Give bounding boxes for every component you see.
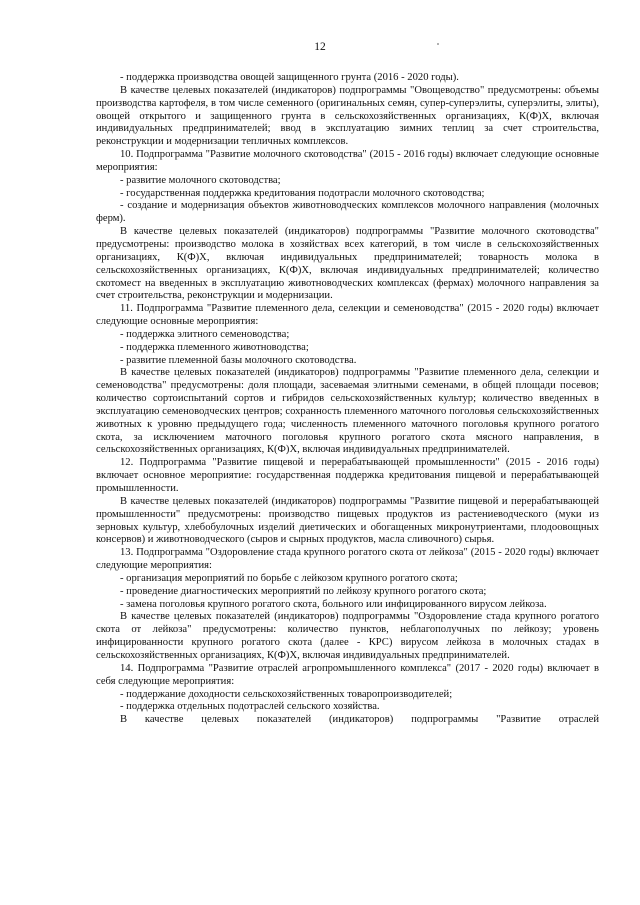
paragraph: В качестве целевых показателей (индикаторов) подпрограммы "Овощеводство" предусмотрены: объемы производства картофеля, в том числе семенного (оригинальных семян, супер-суперэлиты, суперэлиты, элиты), овощей открытого и защищенного грунта в сельскохозяйственных организациях, К(Ф)Х, включая индивидуальных предпринимателей; ввод в эксплуатацию зимних теплиц за счет строительства, реконструкции и модернизации тепличных комплексов.: [96, 84, 599, 148]
list-item: - организация мероприятий по борьбе с лейкозом крупного рогатого скота;: [120, 572, 458, 584]
list-item: - поддержка племенного животноводства;: [120, 341, 309, 353]
paragraph: В качестве целевых показателей (индикаторов) подпрограммы "Развитие пищевой и перерабатывающей промышленности" предусмотрены: производство пищевых продуктов из растениеводческого (муки из зерновых культур, хлебобулочных изделий диетических и обогащенных микронутриентами, плодоовощных консервов) и животноводческого (сыров и сырных продуктов, масла сливочного) сырья.: [96, 495, 599, 546]
list-item: - развитие племенной базы молочного скотоводства.: [120, 354, 357, 366]
list-item: - замена поголовья крупного рогатого скота, больного или инфицированного вирусом лейкоза.: [120, 598, 547, 610]
paragraph: 12. Подпрограмма "Развитие пищевой и перерабатывающей промышленности" (2015 - 2016 годы) включает основное мероприятие: государственная поддержка кредитования пищевой и перерабатывающей промышленности.: [96, 457, 599, 494]
list-item: - проведение диагностических мероприятий по лейкозу крупного рогатого скота;: [120, 585, 487, 597]
paragraph: В качестве целевых показателей (индикаторов) подпрограммы "Развитие молочного скотоводства" предусмотрены: производство молока в хозяйствах всех категорий, в том числе в сельскохозяйственных организациях, К(Ф)Х, включая индивидуальных предпринимателей; товарность молока в сельскохозяйственных организациях, К(Ф)Х, включая индивидуальных предпринимателей; количество скотомест на введенных в эксплуатацию животноводческих комплексах (фермах) молочного направления за счет строительства, реконструкции и модернизации.: [96, 226, 599, 302]
list-item: - государственная поддержка кредитования подотрасли молочного скотоводства;: [120, 187, 485, 199]
scan-speck: [437, 43, 439, 45]
paragraph: В качестве целевых показателей (индикаторов) подпрограммы "Развитие отраслей: [120, 714, 599, 726]
paragraph: 10. Подпрограмма "Развитие молочного скотоводства" (2015 - 2016 годы) включает следующие основные мероприятия:: [96, 149, 599, 173]
list-item: - поддержка элитного семеноводства;: [120, 328, 290, 340]
list-item: - поддержание доходности сельскохозяйственных товаропроизводителей;: [120, 688, 453, 700]
paragraph: 13. Подпрограмма "Оздоровление стада крупного рогатого скота от лейкоза" (2015 - 2020 годы) включает следующие мероприятия:: [96, 547, 599, 572]
list-item: - создание и модернизация объектов животноводческих комплексов молочного направления (молочных ферм).: [96, 200, 599, 225]
document-body: [96, 72, 599, 727]
paragraph: 14. Подпрограмма "Развитие отраслей агропромышленного комплекса" (2017 - 2020 годы) включает в себя следующие мероприятия:: [96, 662, 599, 687]
list-item: - развитие молочного скотоводства;: [120, 174, 281, 186]
page-number: 12: [314, 41, 326, 53]
paragraph: В качестве целевых показателей (индикаторов) подпрограммы "Развитие племенного дела, селекции и семеноводства" предусмотрены: доля площади, засеваемая элитными семенами, в общей площади посевов; количество сортоиспытаний сортов и гибридов сельскохозяйственных культур; количество введенных в эксплуатацию семеноводческих центров; сохранность племенного маточного поголовья сельскохозяйственных животных к уровню предыдущего года; численность племенного маточного поголовья крупного рогатого скота, за исключением маточного поголовья крупного рогатого скота мясного направления, в сельскохозяйственных организациях, К(Ф)Х, включая индивидуальных предпринимателей.: [96, 367, 599, 456]
paragraph: В качестве целевых показателей (индикаторов) подпрограммы "Оздоровление стада крупного рогатого скота от лейкоза" предусмотрены: количество пунктов, неблагополучных по лейкозу; уровень инфицированности крупного рогатого скота (далее - КРС) вирусом лейкоза в молочных стадах в сельскохозяйственных организациях, К(Ф)Х, включая индивидуальных предпринимателей.: [96, 611, 599, 661]
list-item: - поддержка производства овощей защищенного грунта (2016 - 2020 годы).: [120, 72, 459, 83]
paragraph: 11. Подпрограмма "Развитие племенного дела, селекции и семеноводства" (2015 - 2020 годы) включает следующие основные мероприятия:: [96, 303, 599, 328]
list-item: - поддержка отдельных подотраслей сельского хозяйства.: [120, 701, 380, 713]
